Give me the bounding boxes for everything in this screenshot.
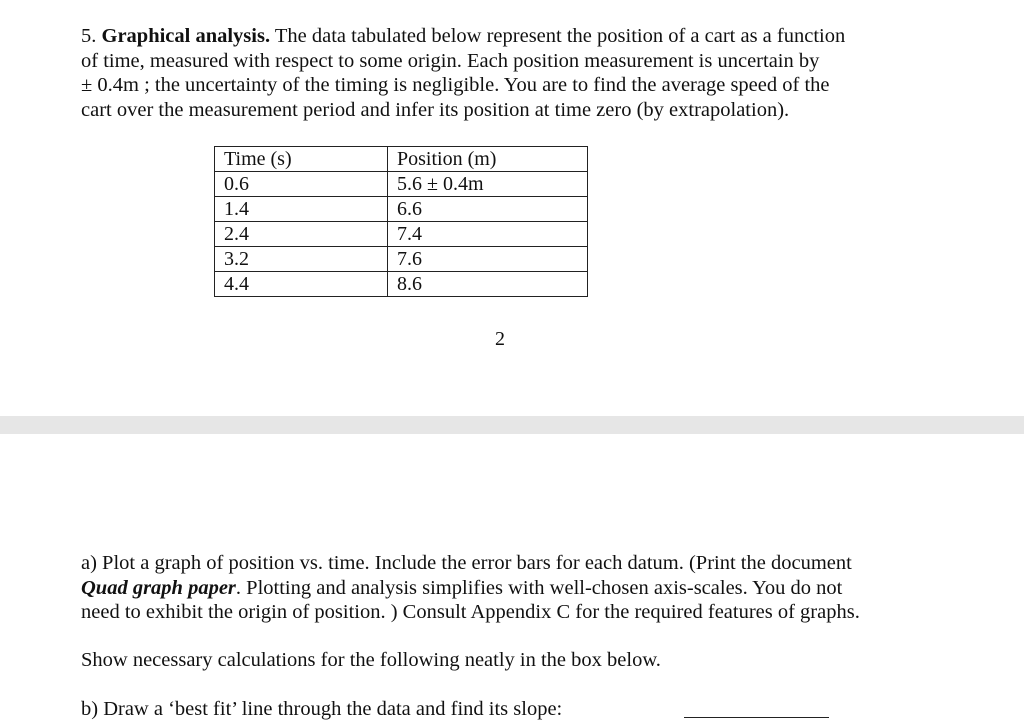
page-number: 2 (495, 328, 505, 350)
show-calculations-instruction: Show necessary calculations for the following neatly in the box below. (81, 649, 661, 671)
problem-title: Graphical analysis. (101, 25, 271, 47)
problem-line-1-rest: The data tabulated below represent the position of a cart as a function (274, 25, 846, 47)
page-separator (0, 416, 1024, 434)
time-cell: 1.4 (215, 197, 388, 222)
part-a (81, 551, 860, 625)
problem-number: 5. (81, 25, 97, 47)
table-header-row (215, 147, 588, 172)
part-a-line-2-rest: . Plotting and analysis simplifies with well-chosen axis-scales. You do not (235, 576, 843, 599)
table-row (215, 197, 588, 222)
part-a-line-1: a) Plot a graph of position vs. time. Include the error bars for each datum. (Print the document (81, 552, 852, 574)
table-row (215, 172, 588, 197)
table-row (215, 247, 588, 272)
table-row (215, 222, 588, 247)
data-table (214, 146, 588, 297)
time-cell: 3.2 (215, 247, 388, 272)
position-cell: 5.6 ± 0.4m (388, 172, 588, 197)
position-cell: 7.4 (388, 222, 588, 247)
slope-answer-blank (684, 717, 829, 718)
problem-line-1 (81, 24, 931, 49)
table-row (215, 272, 588, 297)
problem-line-3: ± 0.4m ; the uncertainty of the timing is negligible. You are to find the average speed of the (81, 74, 830, 96)
part-a-line-2 (81, 576, 860, 601)
header-position: Position (m) (388, 147, 588, 172)
position-cell: 7.6 (388, 247, 588, 272)
position-cell: 6.6 (388, 197, 588, 222)
time-cell: 2.4 (215, 222, 388, 247)
problem-line-4: cart over the measurement period and infer its position at time zero (by extrapolation). (81, 98, 790, 121)
time-cell: 4.4 (215, 272, 388, 297)
part-b: b) Draw a ‘best fit’ line through the data and find its slope: (81, 698, 563, 720)
problem-line-2: of time, measured with respect to some origin. Each position measurement is uncertain by (81, 49, 820, 72)
part-a-line-3: need to exhibit the origin of position. ) Consult Appendix C for the required features of graphs. (81, 601, 860, 623)
quad-graph-paper-emphasis: Quad graph paper (81, 576, 236, 599)
header-time: Time (s) (215, 147, 388, 172)
time-cell: 0.6 (215, 172, 388, 197)
problem-statement (81, 24, 931, 122)
position-cell: 8.6 (388, 272, 588, 297)
